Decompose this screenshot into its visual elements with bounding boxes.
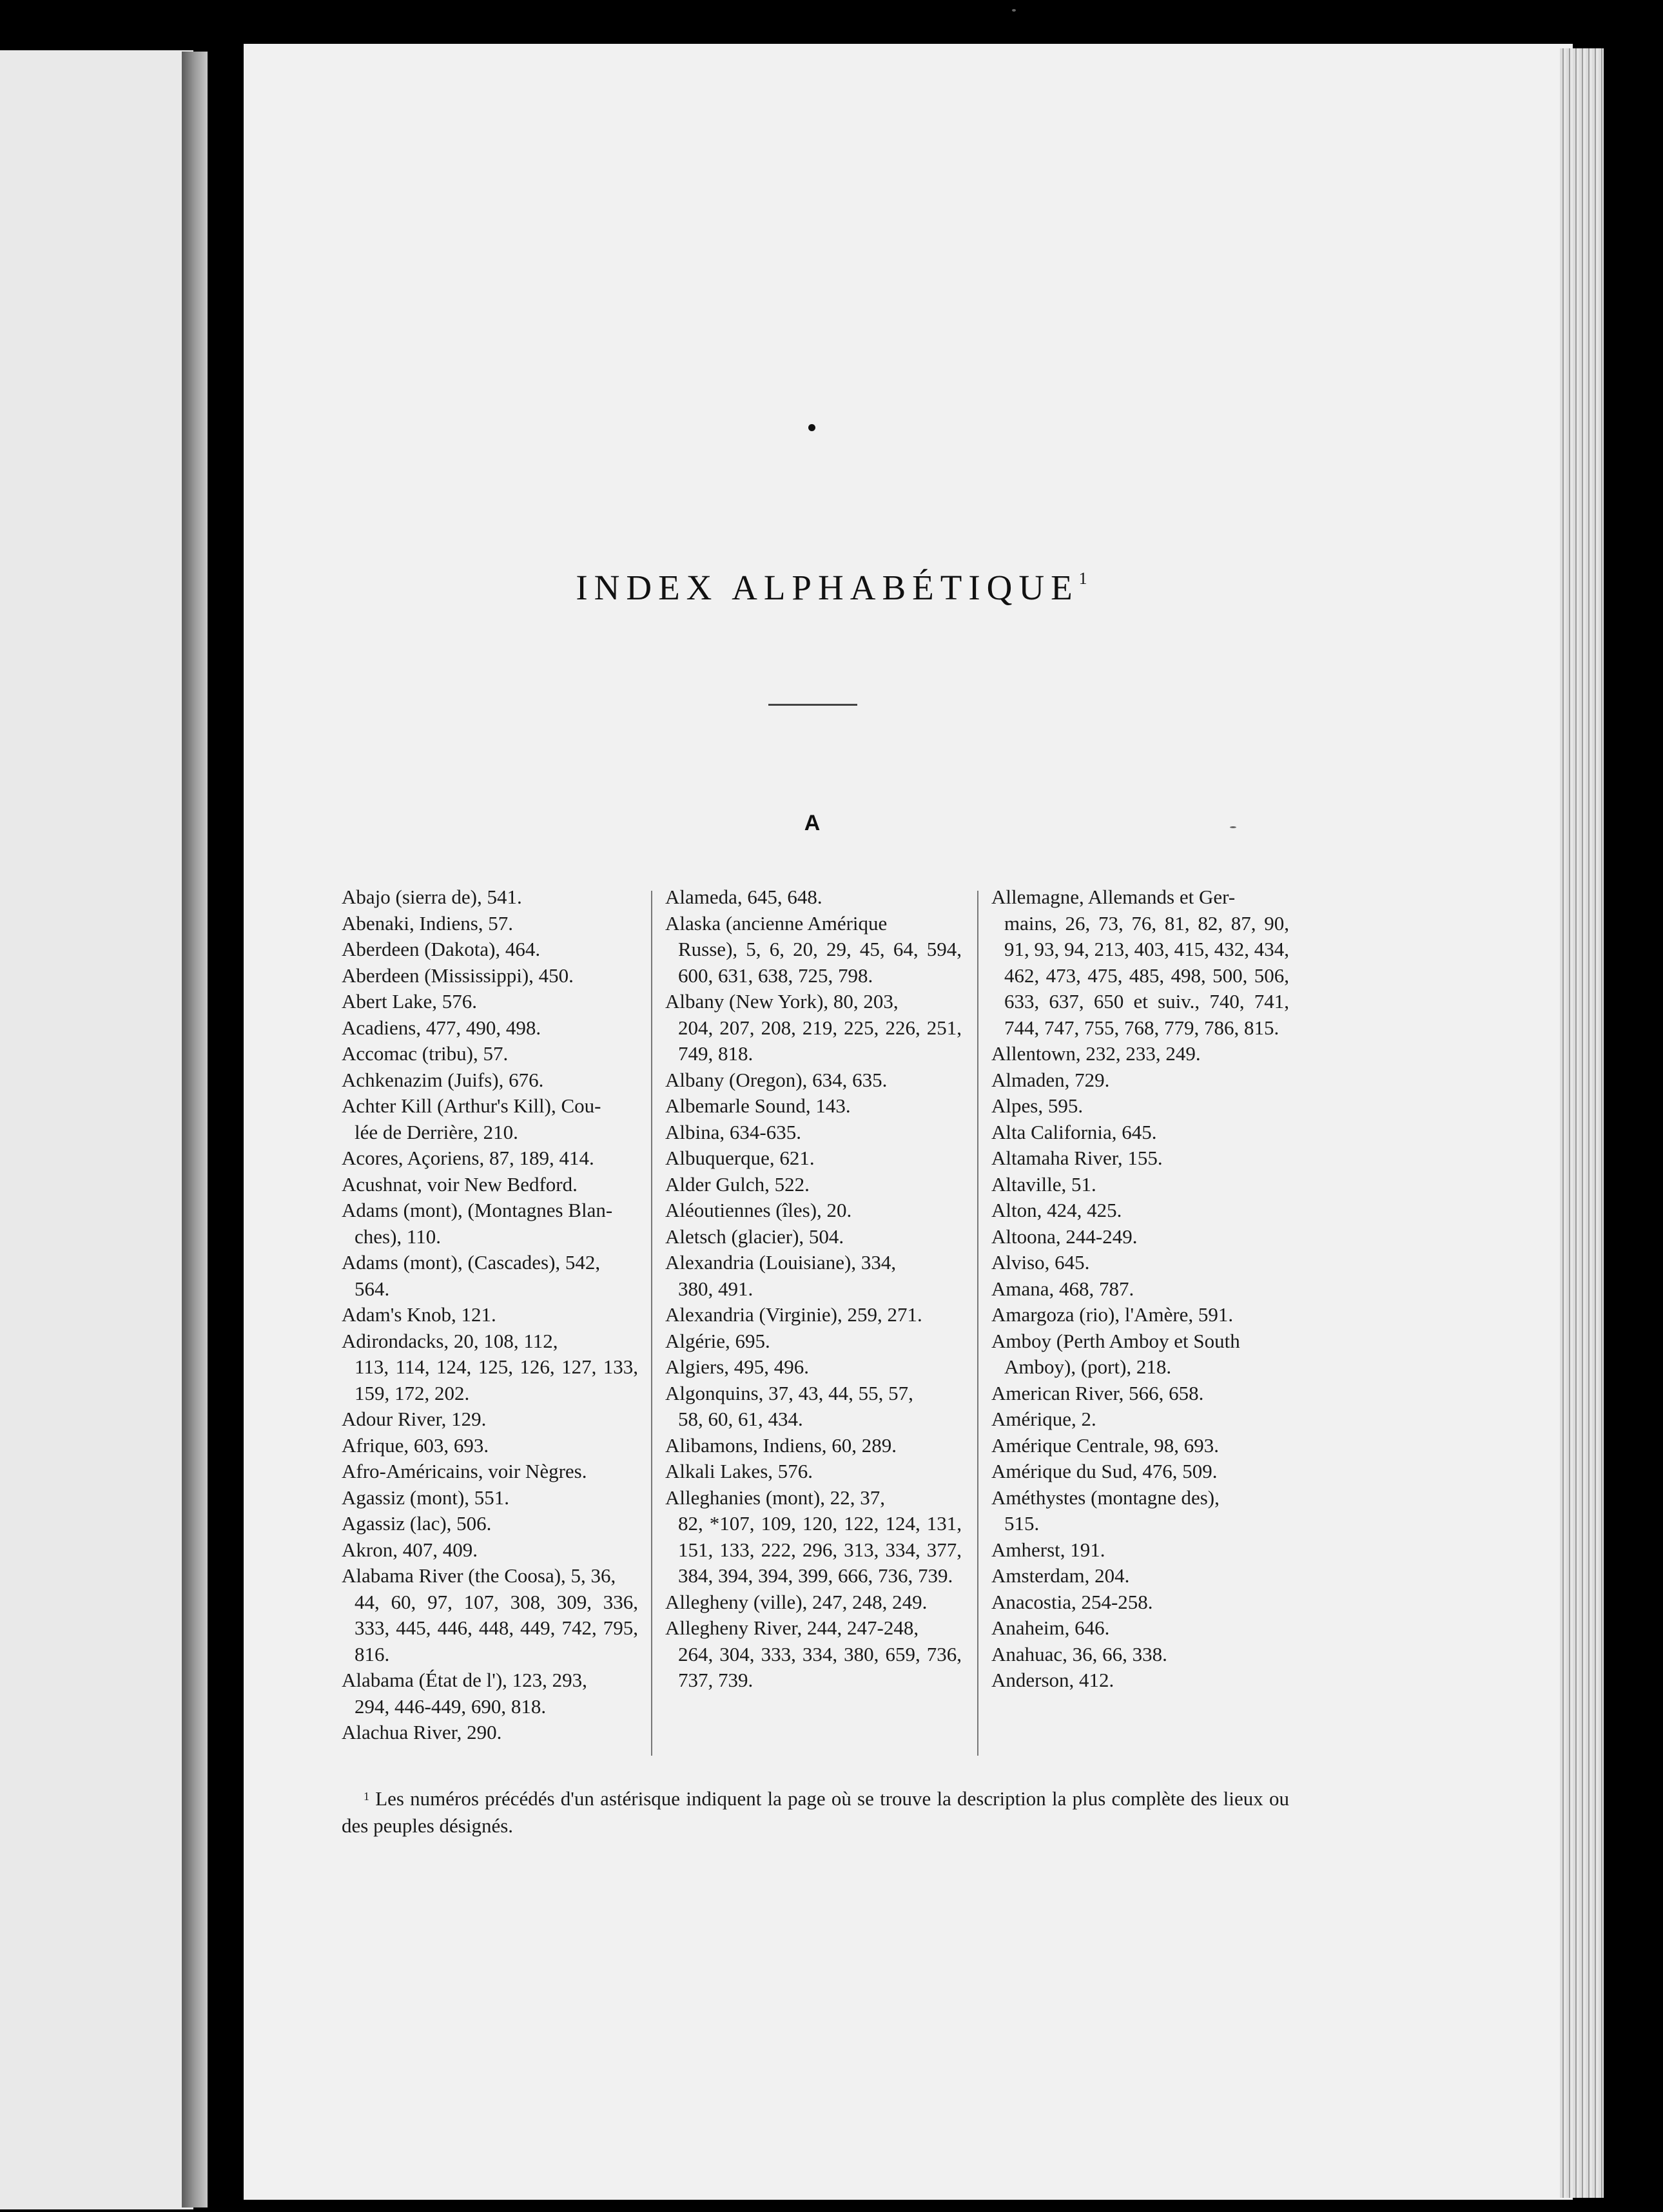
index-column-2: [665, 884, 962, 1694]
index-entry-head: Abenaki, Indiens, 57.: [342, 911, 514, 935]
index-entry: [665, 1328, 962, 1355]
index-entry: [665, 1145, 962, 1172]
index-entry-head: Aletsch (glacier), 504.: [665, 1225, 844, 1248]
index-entry-head: Amboy (Perth Amboy et South: [991, 1329, 1240, 1352]
index-entry-head: Allentown, 232, 233, 249.: [991, 1042, 1201, 1065]
title-text: INDEX ALPHABÉTIQUE: [576, 568, 1079, 607]
index-entry: [991, 1224, 1289, 1250]
index-entry-head: Anaheim, 646.: [991, 1616, 1110, 1639]
index-entry-continuation: 564.: [355, 1277, 390, 1300]
index-entry-head: Alkali Lakes, 576.: [665, 1460, 813, 1482]
index-entry-head: Amérique Centrale, 98, 693.: [991, 1433, 1219, 1457]
index-entry: [991, 1381, 1289, 1407]
index-entry: [665, 1067, 962, 1094]
index-entry-continuation: 264, 304, 333, 334, 380, 659, 736, 737, 739.: [678, 1642, 962, 1691]
index-entry-head: Albany (Oregon), 634, 635.: [665, 1068, 888, 1091]
index-entry-head: Adams (mont), (Cascades), 542,: [342, 1251, 601, 1274]
index-entry: [991, 1120, 1289, 1146]
index-entry-head: Anacostia, 254-258.: [991, 1590, 1153, 1613]
index-entry: [991, 1563, 1289, 1589]
index-entry: [991, 1433, 1289, 1459]
index-entry: [342, 1302, 638, 1328]
scan-speck: [1012, 9, 1016, 12]
index-entry: [342, 1067, 638, 1094]
index-entry: [342, 1667, 638, 1720]
index-entry: [665, 1224, 962, 1250]
index-entry: [991, 1145, 1289, 1172]
index-entry: [342, 1563, 638, 1667]
title-footnote-mark: 1: [1078, 569, 1087, 588]
index-entry-continuation: Amboy), (port), 218.: [1004, 1355, 1172, 1378]
index-entry-head: Alpes, 595.: [991, 1094, 1084, 1117]
index-entry: [342, 1015, 638, 1042]
index-entry-head: Alaska (ancienne Amérique: [665, 911, 888, 935]
index-entry: [342, 1720, 638, 1746]
index-entry: [991, 1276, 1289, 1303]
index-entry: [991, 1589, 1289, 1616]
index-entry-head: Acadiens, 477, 490, 498.: [342, 1016, 541, 1039]
index-entry-head: Amsterdam, 204.: [991, 1564, 1130, 1587]
index-entry: [342, 1485, 638, 1511]
index-entry-head: Adam's Knob, 121.: [342, 1303, 496, 1326]
index-entry-head: Alabama (État de l'), 123, 293,: [342, 1669, 587, 1691]
index-entry-continuation: 515.: [1004, 1512, 1040, 1535]
index-entry: [665, 989, 962, 1067]
index-entry-head: Algonquins, 37, 43, 44, 55, 57,: [665, 1381, 913, 1404]
index-entry: [665, 1302, 962, 1328]
ornament-dot: [808, 424, 815, 431]
index-entry: [665, 1485, 962, 1589]
column-separator: [977, 891, 978, 1756]
index-entry: [665, 1433, 962, 1459]
index-entry-head: Algérie, 695.: [665, 1329, 770, 1352]
index-entry: [991, 1667, 1289, 1694]
index-entry: [342, 989, 638, 1015]
index-entry-head: Altamaha River, 155.: [991, 1147, 1163, 1169]
index-entry-head: Abert Lake, 576.: [342, 990, 478, 1013]
index-entry: [991, 1093, 1289, 1120]
index-entry-head: Alibamons, Indiens, 60, 289.: [665, 1433, 897, 1457]
index-entry: [342, 1198, 638, 1250]
index-entry: [991, 1172, 1289, 1198]
index-entry: [342, 1250, 638, 1302]
index-entry-head: Afrique, 603, 693.: [342, 1433, 489, 1457]
index-entry: [665, 1354, 962, 1381]
index-entry: [991, 1328, 1289, 1381]
index-entry: [342, 1093, 638, 1145]
index-entry-head: Allemagne, Allemands et Ger-: [991, 886, 1236, 908]
index-entry-head: Alta California, 645.: [991, 1120, 1157, 1143]
index-entry-head: Albina, 634-635.: [665, 1120, 801, 1143]
index-entry-head: Alexandria (Virginie), 259, 271.: [665, 1303, 922, 1326]
index-entry-head: Allegheny (ville), 247, 248, 249.: [665, 1590, 928, 1613]
index-entry: [665, 1172, 962, 1198]
index-entry: [991, 1459, 1289, 1485]
index-entry: [342, 1537, 638, 1564]
index-entry-head: Alviso, 645.: [991, 1251, 1090, 1274]
footnote: [342, 1783, 1289, 1839]
index-entry: [342, 1172, 638, 1198]
index-entry-head: Achter Kill (Arthur's Kill), Cou-: [342, 1094, 601, 1117]
index-entry-head: Agassiz (mont), 551.: [342, 1486, 510, 1509]
index-entry-head: Amana, 468, 787.: [991, 1277, 1134, 1300]
index-entry-continuation: 204, 207, 208, 219, 225, 226, 251, 749, 818.: [678, 1016, 962, 1065]
index-entry-head: Almaden, 729.: [991, 1068, 1110, 1091]
title-rule: [768, 704, 857, 706]
index-entry-continuation: mains, 26, 73, 76, 81, 82, 87, 90, 91, 93, 94, 213, 403, 415, 432, 434, 462, 473, 475, 485, 498, 500, 506, 633, 637, 650 et suiv., 740, 741, 744, 747, 755, 768, 779, 786, 815.: [1004, 911, 1289, 1039]
index-entry-head: Albemarle Sound, 143.: [665, 1094, 851, 1117]
index-entry-head: Amargoza (rio), l'Amère, 591.: [991, 1303, 1234, 1326]
index-entry: [991, 1537, 1289, 1564]
index-entry: [665, 1381, 962, 1433]
index-entry-head: Acores, Açoriens, 87, 189, 414.: [342, 1147, 594, 1169]
index-entry-head: Alabama River (the Coosa), 5, 36,: [342, 1564, 616, 1587]
index-entry-head: Acushnat, voir New Bedford.: [342, 1172, 578, 1196]
index-entry-head: Améthystes (montagne des),: [991, 1486, 1220, 1509]
index-entry-head: Abajo (sierra de), 541.: [342, 886, 522, 908]
index-entry-continuation: 58, 60, 61, 434.: [678, 1408, 803, 1430]
index-entry: [665, 1615, 962, 1694]
index-entry-head: Alameda, 645, 648.: [665, 886, 822, 908]
index-entry: [991, 1615, 1289, 1642]
index-entry: [991, 1041, 1289, 1067]
index-entry-head: Adams (mont), (Montagnes Blan-: [342, 1199, 613, 1221]
index-entry: [991, 1485, 1289, 1537]
index-entry-head: Anahuac, 36, 66, 338.: [991, 1642, 1167, 1665]
footnote-text: Les numéros précédés d'un astérisque indiquent la page où se trouve la description la plus complète des lieux ou des peuples désignés.: [342, 1787, 1289, 1837]
page-title: [0, 567, 1663, 608]
index-entry-head: American River, 566, 658.: [991, 1381, 1204, 1404]
index-entry-continuation: 82, *107, 109, 120, 122, 124, 131, 151, 133, 222, 296, 313, 334, 377, 384, 394, 394, 399, 666, 736, 739.: [678, 1512, 962, 1587]
index-entry: [991, 884, 1289, 1041]
index-entry: [665, 1120, 962, 1146]
index-entry-head: Aberdeen (Dakota), 464.: [342, 938, 541, 960]
index-entry-continuation: 113, 114, 124, 125, 126, 127, 133, 159, 172, 202.: [355, 1355, 638, 1404]
index-entry-head: Amérique du Sud, 476, 509.: [991, 1460, 1218, 1482]
index-entry-head: Aléoutiennes (îles), 20.: [665, 1199, 852, 1221]
index-column-3: [991, 884, 1289, 1694]
index-entry-head: Alleghanies (mont), 22, 37,: [665, 1486, 885, 1509]
index-entry: [665, 1093, 962, 1120]
index-column-1: [342, 884, 638, 1746]
section-letter: A: [804, 811, 821, 835]
footnote-mark: 1: [364, 1790, 369, 1803]
index-entry: [665, 1250, 962, 1302]
index-entry: [342, 963, 638, 989]
index-entry-continuation: 294, 446-449, 690, 818.: [355, 1694, 547, 1718]
index-entry: [991, 1302, 1289, 1328]
index-entry-head: Amherst, 191.: [991, 1538, 1105, 1561]
index-entry: [991, 1067, 1289, 1094]
index-entry-head: Aberdeen (Mississippi), 450.: [342, 964, 574, 987]
index-entry-head: Alexandria (Louisiane), 334,: [665, 1251, 897, 1274]
index-entry-continuation: 380, 491.: [678, 1277, 754, 1300]
index-entry-head: Alton, 424, 425.: [991, 1199, 1122, 1221]
index-entry: [342, 1459, 638, 1485]
index-entry-continuation: ches), 110.: [355, 1225, 442, 1248]
book-spine: [182, 52, 208, 2207]
index-entry-head: Afro-Américains, voir Nègres.: [342, 1460, 587, 1482]
index-entry-head: Agassiz (lac), 506.: [342, 1512, 492, 1535]
index-entry: [665, 1198, 962, 1224]
index-entry-continuation: lée de Derrière, 210.: [355, 1120, 518, 1143]
index-entry: [342, 1145, 638, 1172]
index-entry-head: Amérique, 2.: [991, 1408, 1096, 1430]
index-entry-head: Accomac (tribu), 57.: [342, 1042, 509, 1065]
index-entry-head: Altoona, 244-249.: [991, 1225, 1138, 1248]
index-entry-head: Alder Gulch, 522.: [665, 1172, 810, 1196]
index-entry: [665, 884, 962, 911]
column-separator: [651, 891, 652, 1756]
left-page-fragment: [0, 50, 193, 2209]
index-entry-head: Adour River, 129.: [342, 1408, 487, 1430]
index-entry: [342, 1041, 638, 1067]
index-entry: [991, 1250, 1289, 1276]
index-entry-head: Akron, 407, 409.: [342, 1538, 478, 1561]
index-entry: [342, 1328, 638, 1407]
index-entry: [991, 1642, 1289, 1668]
index-entry-head: Algiers, 495, 496.: [665, 1355, 810, 1378]
index-entry: [342, 884, 638, 911]
index-entry-head: Allegheny River, 244, 247-248,: [665, 1616, 919, 1639]
index-entry-head: Albuquerque, 621.: [665, 1147, 815, 1169]
index-entry-continuation: Russe), 5, 6, 20, 29, 45, 64, 594, 600, 631, 638, 725, 798.: [678, 938, 962, 987]
index-entry: [665, 911, 962, 989]
index-entry-head: Anderson, 412.: [991, 1669, 1114, 1691]
index-entry: [991, 1198, 1289, 1224]
index-entry-head: Alachua River, 290.: [342, 1721, 502, 1743]
index-entry: [665, 1459, 962, 1485]
index-entry-continuation: 44, 60, 97, 107, 308, 309, 336, 333, 445, 446, 448, 449, 742, 795, 816.: [355, 1590, 638, 1665]
index-entry: [342, 936, 638, 963]
index-entry: [342, 1511, 638, 1537]
index-entry-head: Albany (New York), 80, 203,: [665, 990, 899, 1013]
index-entry: [342, 911, 638, 937]
index-entry: [342, 1406, 638, 1433]
index-entry-head: Achkenazim (Juifs), 676.: [342, 1068, 544, 1091]
page-edges: [1560, 48, 1604, 2198]
index-entry: [991, 1406, 1289, 1433]
index-entry: [342, 1433, 638, 1459]
index-entry: [665, 1589, 962, 1616]
index-entry-head: Adirondacks, 20, 108, 112,: [342, 1329, 558, 1352]
index-entry-head: Altaville, 51.: [991, 1172, 1096, 1196]
